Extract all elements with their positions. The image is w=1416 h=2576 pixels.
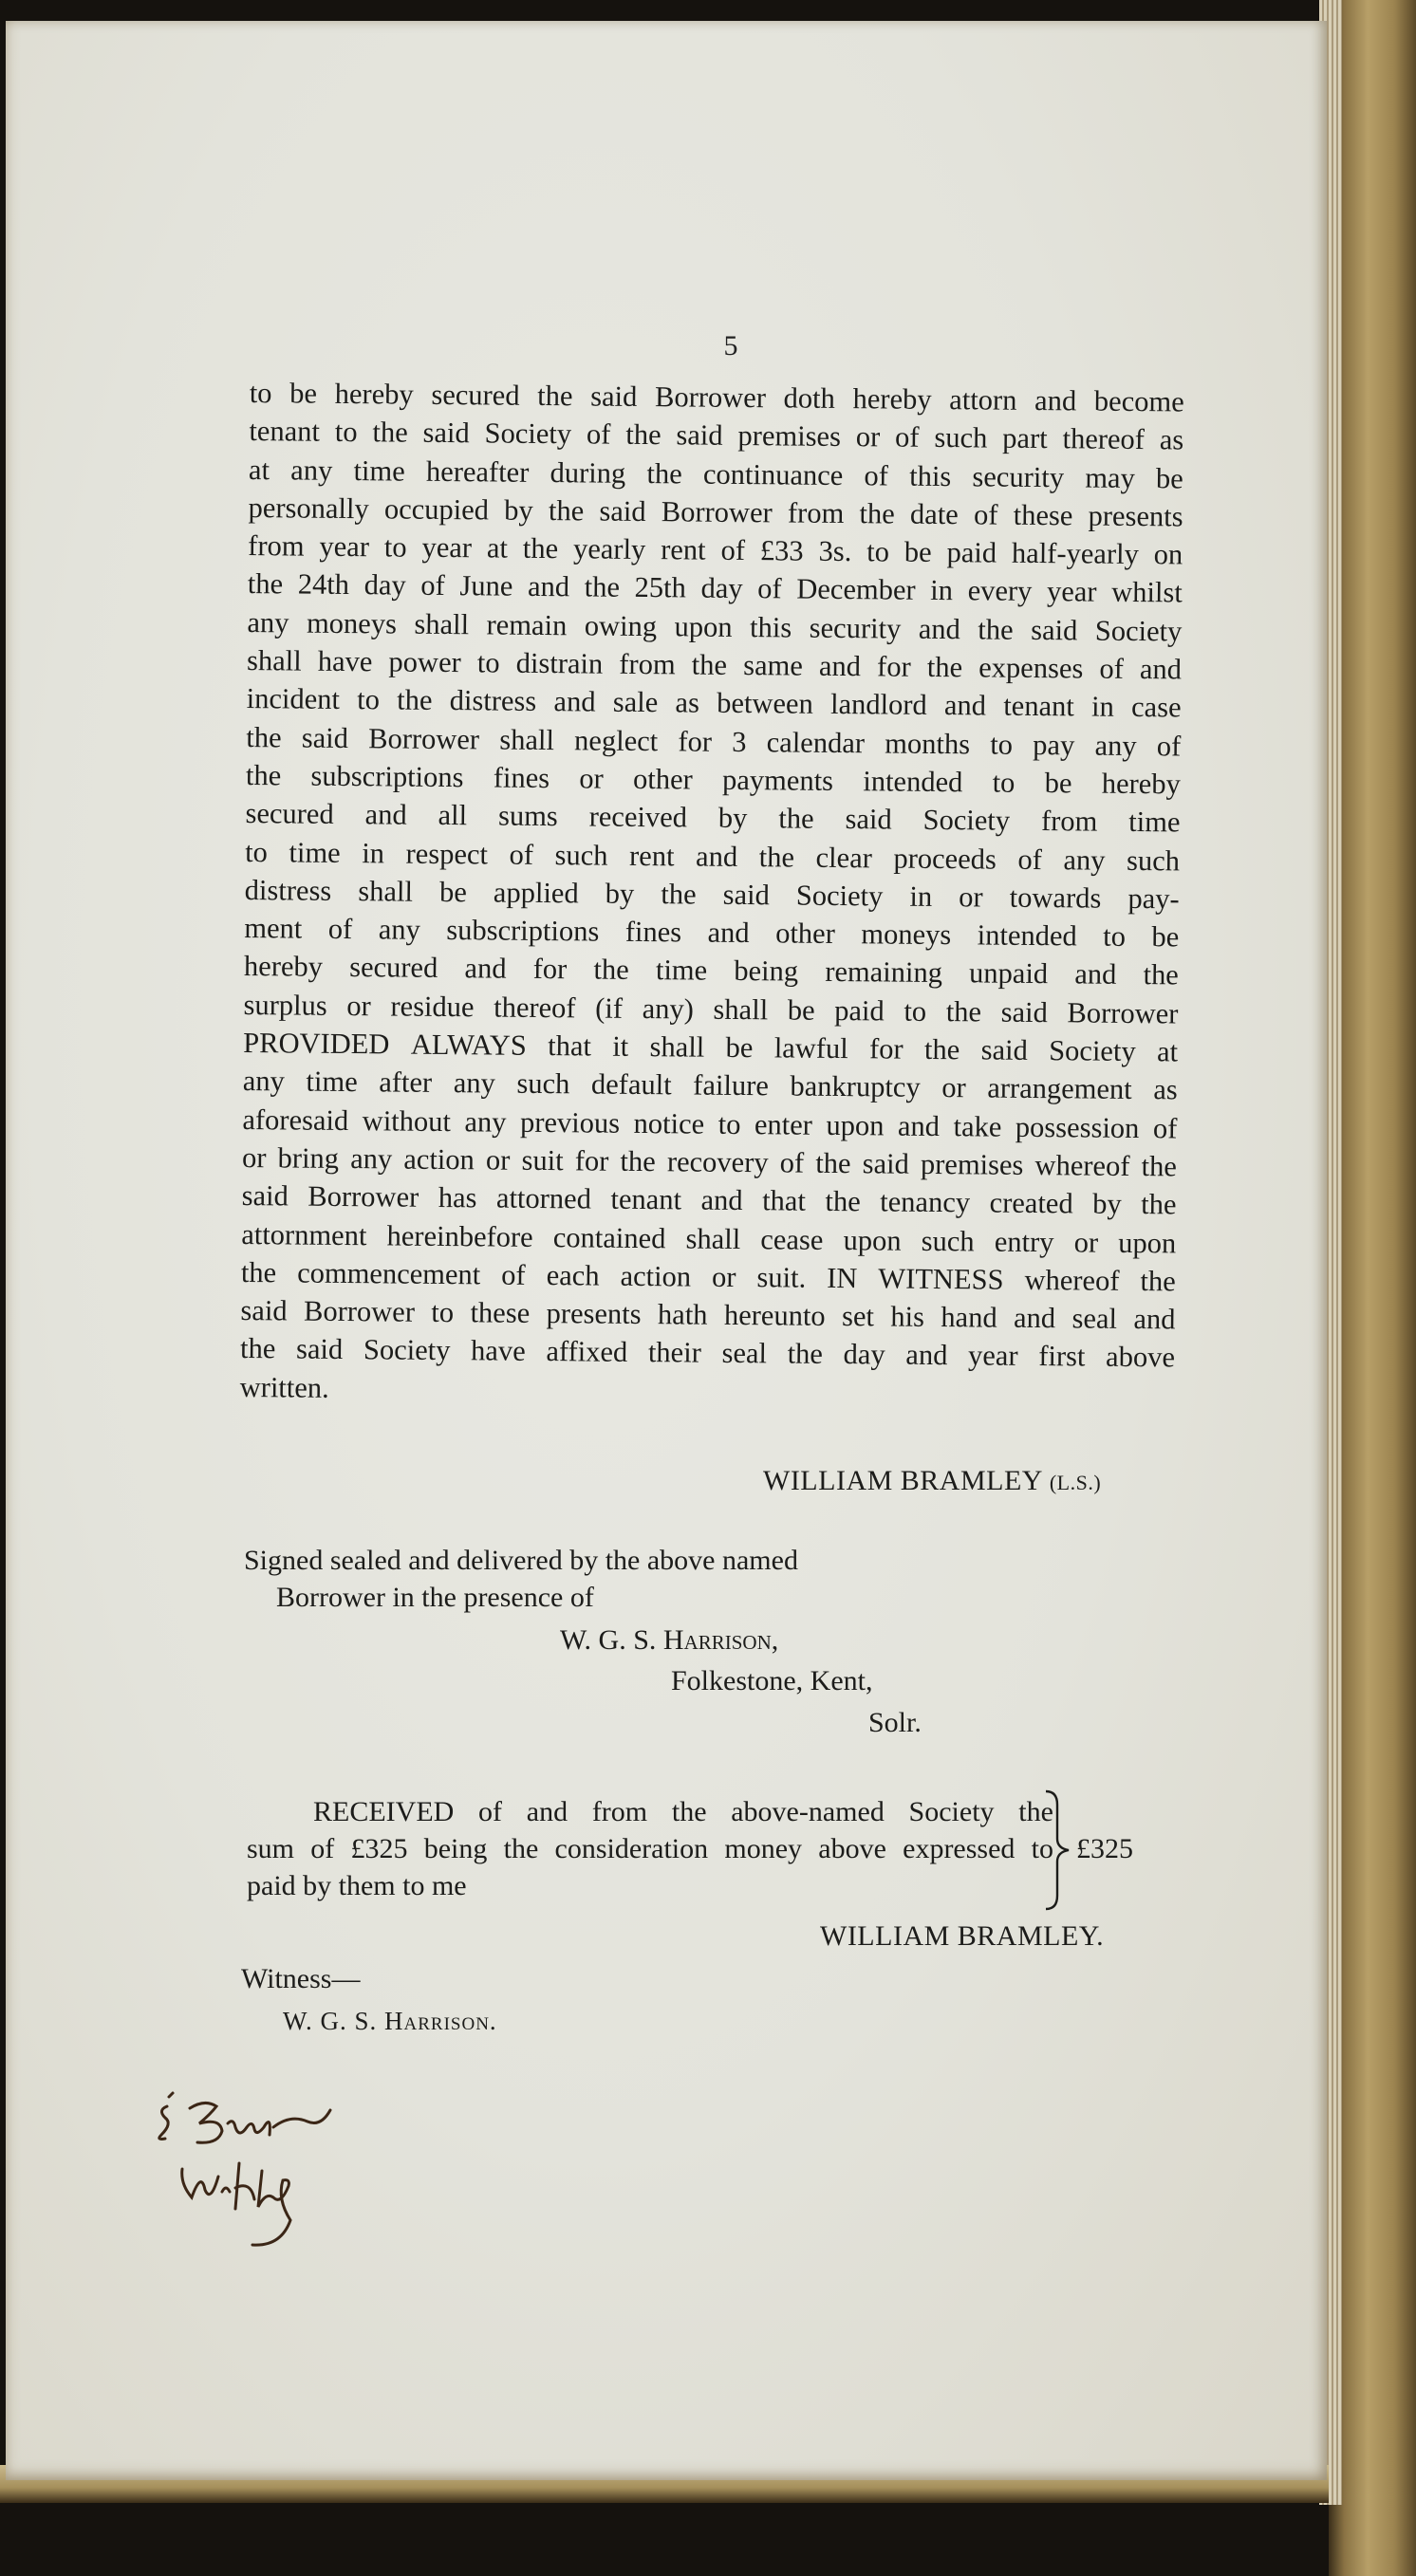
- body-line: tenant to the said Society of the said premises or of such part thereof as: [249, 415, 1184, 456]
- body-line: at any time hereafter during the continuance of this security may be: [248, 453, 1183, 495]
- body-line: any time after any such default failure bankruptcy or arrangement as: [242, 1065, 1178, 1106]
- body-line: the 24th day of June and the 25th day of December in every year whilst: [247, 567, 1183, 609]
- receipt-line: RECEIVED of and from the above-named Society the: [313, 1796, 1053, 1827]
- body-line: hereby secured and for the time being remaining unpaid and the: [243, 950, 1179, 991]
- body-line: any moneys shall remain owing upon this security and the said Society: [247, 605, 1183, 648]
- receipt-witness-name: W. G. S. Harrison.: [283, 2007, 497, 2035]
- body-line: shall have power to distrain from the same and for the expenses of and: [246, 644, 1183, 686]
- witness-title: Solr.: [868, 1707, 922, 1738]
- deed-body-text: [240, 374, 1184, 1415]
- body-line: aforesaid without any previous notice to enter upon and take possession of: [242, 1103, 1178, 1145]
- page-number: 5: [723, 330, 738, 361]
- borrower-name: WILLIAM BRAMLEY: [763, 1465, 1042, 1496]
- body-line: the said Society have affixed their seal the day and year first above: [239, 1332, 1176, 1374]
- body-line: ment of any subscriptions fines and other moneys intended to be: [244, 912, 1180, 954]
- attestation-line-2: Borrower in the presence of: [276, 1582, 594, 1613]
- body-line: the commencement of each action or suit. IN WITNESS whereof the: [240, 1255, 1176, 1298]
- receipt-text: [247, 1793, 1053, 1904]
- body-line: the said Borrower shall neglect for 3 calendar months to pay any of: [246, 720, 1182, 763]
- borrower-signature: [763, 1465, 1101, 1497]
- body-line: personally occupied by the said Borrower from the date of these presents: [248, 491, 1183, 533]
- receipt-signature: WILLIAM BRAMLEY.: [820, 1920, 1105, 1952]
- receipt-line: paid by them to me: [247, 1870, 467, 1901]
- body-line: attornment hereinbefore contained shall cease upon such entry or upon: [241, 1217, 1177, 1259]
- body-line: the subscriptions fines or other payments intended to be hereby: [245, 758, 1181, 801]
- body-line: written.: [239, 1370, 329, 1404]
- body-line: to be hereby secured the said Borrower doth hereby attorn and become: [249, 376, 1184, 418]
- witness-name: W. G. S. Harrison,: [560, 1624, 779, 1656]
- witness-place: Folkestone, Kent,: [671, 1665, 873, 1696]
- receipt-amount: £325: [1076, 1833, 1133, 1864]
- body-line: or bring any action or suit for the recovery of the said premises whereof the: [241, 1140, 1178, 1183]
- attestation-line-1: Signed sealed and delivered by the above named: [244, 1545, 798, 1576]
- body-line: said Borrower has attorned tenant and that the tenancy created by the: [241, 1179, 1177, 1221]
- receipt-line: sum of £325 being the consideration money above expressed to: [247, 1833, 1053, 1864]
- document-page: [6, 21, 1327, 2480]
- body-line: secured and all sums received by the said Society from time: [245, 797, 1181, 839]
- body-line: said Borrower to these presents hath hereunto set his hand and seal and: [240, 1294, 1176, 1336]
- witness-label: Witness—: [241, 1963, 361, 1994]
- body-line: incident to the distress and sale as between landlord and tenant in case: [246, 682, 1182, 724]
- body-line: surplus or residue thereof (if any) shall be paid to the said Borrower: [243, 988, 1179, 1030]
- body-line: from year to year at the yearly rent of £33 3s. to be paid half-yearly on: [248, 529, 1183, 571]
- body-line: to time in respect of such rent and the clear proceeds of any such: [245, 835, 1181, 877]
- body-line: distress shall be applied by the said Society in or towards pay-: [244, 873, 1180, 916]
- handwritten-annotation: [148, 2085, 347, 2266]
- body-line: PROVIDED ALWAYS that it shall be lawful for the said Society at: [243, 1027, 1179, 1068]
- seal-mark: (L.S.): [1049, 1471, 1102, 1494]
- curly-brace: [1040, 1788, 1072, 1913]
